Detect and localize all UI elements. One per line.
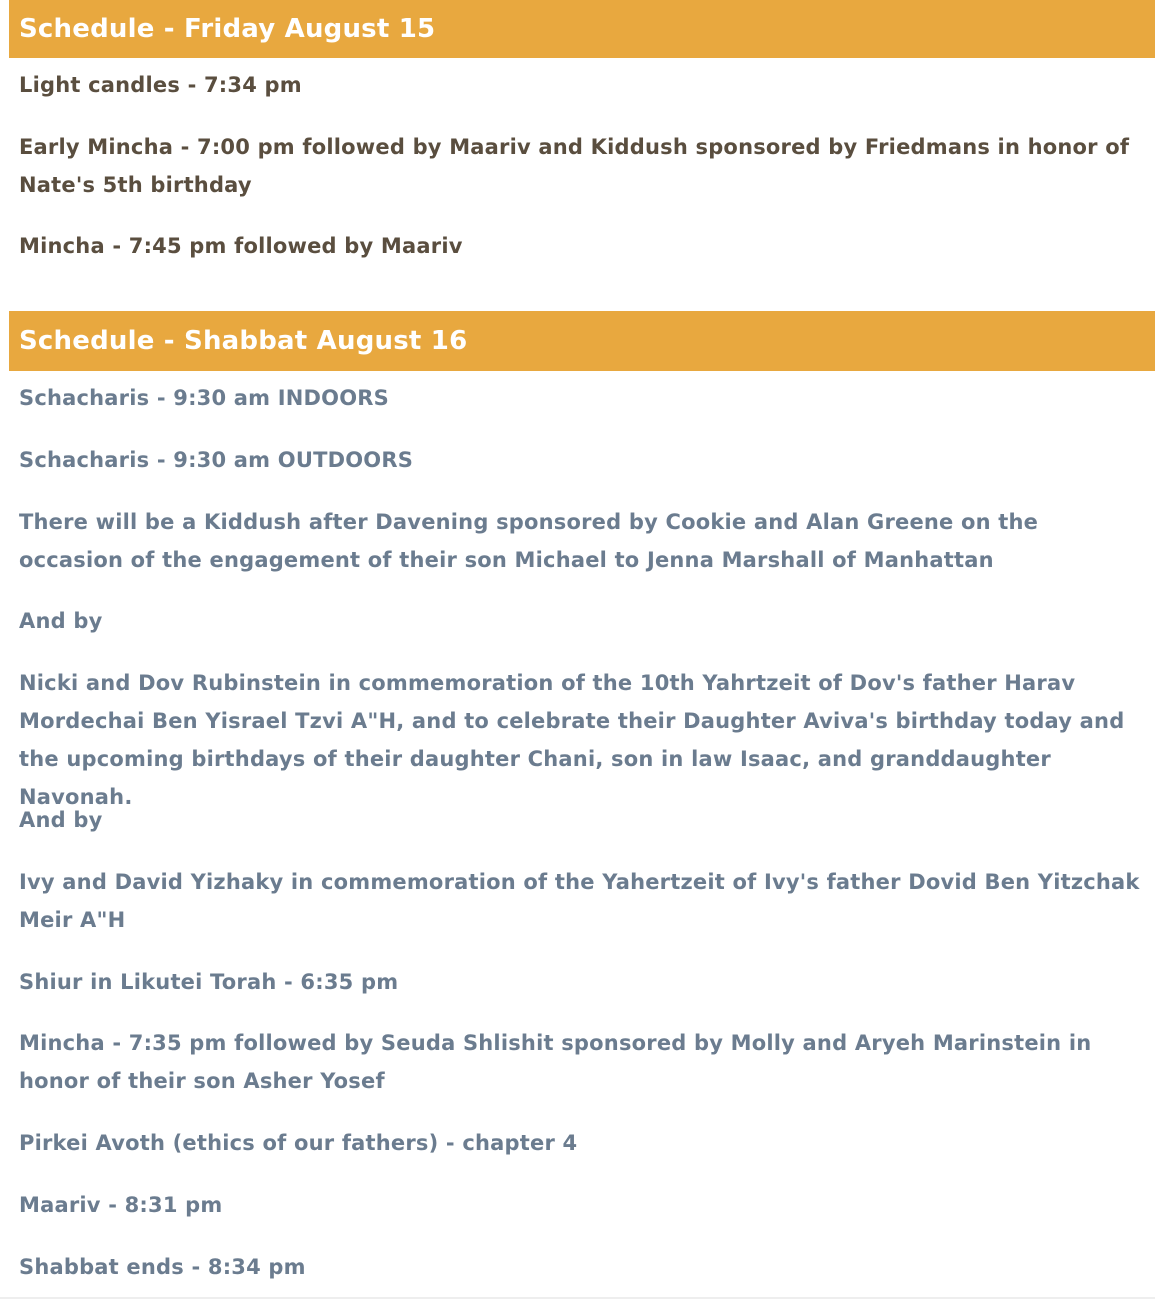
- shabbat-item-pirkei-avoth: Pirkei Avoth (ethics of our fathers) - chapter 4: [19, 1131, 578, 1155]
- friday-item-early-mincha: Early Mincha - 7:00 pm followed by Maariv and Kiddush sponsored by Friedmans in honor of Nate's 5th birthday: [19, 135, 1130, 197]
- shabbat-item-shiur: Shiur in Likutei Torah - 6:35 pm: [19, 970, 399, 994]
- shabbat-item-maariv: Maariv - 8:31 pm: [19, 1193, 223, 1217]
- shabbat-item-schacharis-outdoors: Schacharis - 9:30 am OUTDOORS: [19, 448, 414, 472]
- shabbat-item-mincha: Mincha - 7:35 pm followed by Seuda Shlishit sponsored by Molly and Aryeh Marinstein in honor of their son Asher Yosef: [19, 1031, 1092, 1093]
- friday-schedule-title: Schedule - Friday August 15: [9, 0, 1155, 58]
- shabbat-item-and-by-2: And by: [19, 808, 103, 832]
- shabbat-item-and-by-1: And by: [19, 609, 103, 633]
- shabbat-schedule-title: Schedule - Shabbat August 16: [9, 311, 1155, 371]
- shabbat-item-rubinstein: Nicki and Dov Rubinstein in commemoration of the 10th Yahrtzeit of Dov's father Harav Mordechai Ben Yisrael Tzvi A"H, and to celebrate their Daughter Aviva's birthday today and the upcoming birthdays of their daughter Chani, son in law Isaac, and granddaughter Navonah.: [19, 671, 1125, 809]
- shabbat-item-kiddush: There will be a Kiddush after Davening sponsored by Cookie and Alan Greene on the occasion of the engagement of their son Michael to Jenna Marshall of Manhattan: [19, 510, 1039, 572]
- shabbat-item-yizhaky: Ivy and David Yizhaky in commemoration of the Yahertzeit of Ivy's father Dovid Ben Yitzchak Meir A"H: [19, 870, 1140, 932]
- shabbat-item-schacharis-indoors: Schacharis - 9:30 am INDOORS: [19, 386, 389, 410]
- shabbat-item-shabbat-ends: Shabbat ends - 8:34 pm: [19, 1255, 306, 1279]
- friday-item-mincha: Mincha - 7:45 pm followed by Maariv: [19, 234, 463, 258]
- friday-item-light-candles: Light candles - 7:34 pm: [19, 73, 302, 97]
